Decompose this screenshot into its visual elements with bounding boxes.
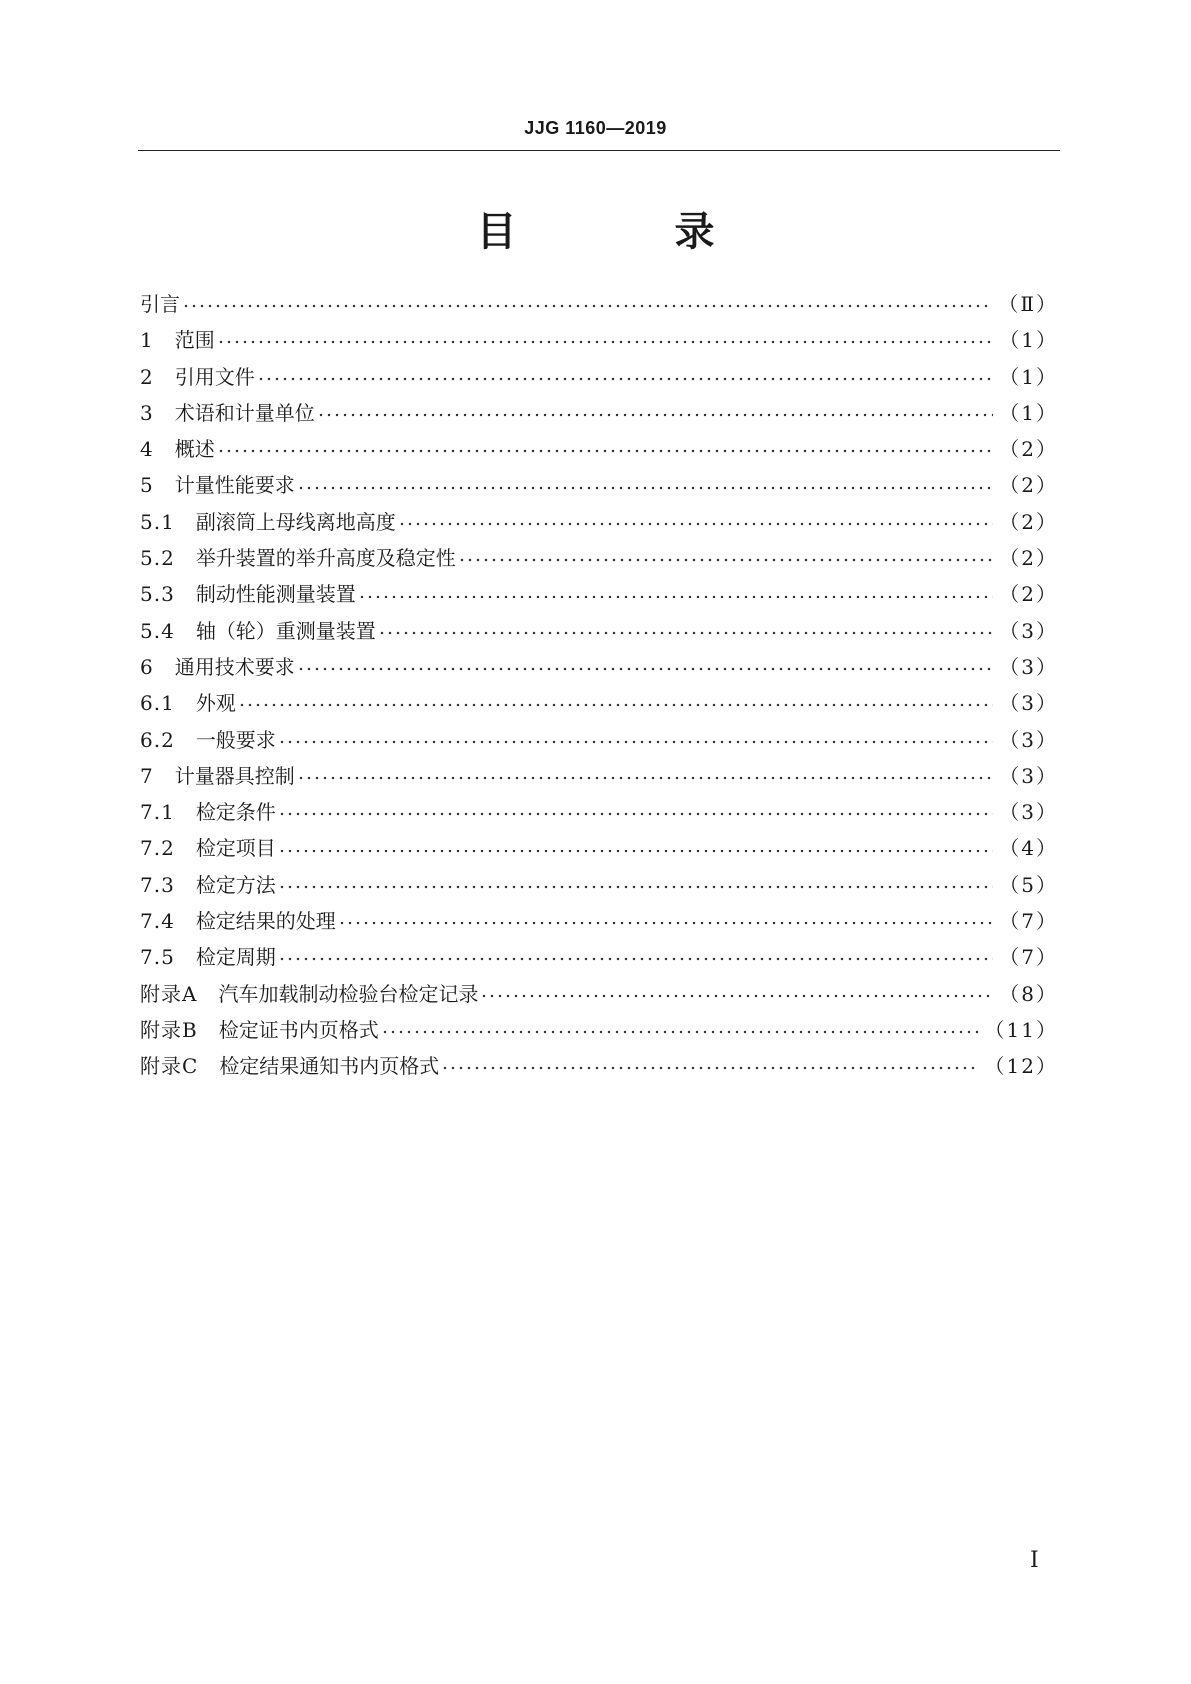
- toc-entry-number: 5.2: [140, 546, 196, 571]
- toc-entry-number: 7.3: [140, 872, 196, 897]
- dot-leader: [297, 666, 994, 672]
- table-of-contents: [140, 288, 1058, 1087]
- toc-entry-number: 7.4: [140, 909, 196, 934]
- toc-entry-label: 引言: [140, 292, 180, 316]
- toc-entry-number: 5.1: [140, 509, 196, 534]
- toc-entry-page: （1）: [999, 400, 1058, 425]
- toc-entry-label: 检定项目: [195, 836, 276, 861]
- toc-entry-label: 检定结果通知书内页格式: [219, 1054, 440, 1079]
- toc-entry-page: （3）: [999, 800, 1058, 825]
- toc-entry-page: （2）: [999, 582, 1058, 607]
- dot-leader: [378, 630, 993, 636]
- toc-entry[interactable]: [140, 288, 1058, 324]
- toc-entry-label: 外观: [195, 691, 236, 716]
- toc-entry-page: （2）: [999, 473, 1058, 498]
- toc-entry-page: （12）: [984, 1054, 1058, 1079]
- toc-entry-label: 一般要求: [195, 727, 276, 752]
- toc-entry-number: 7: [140, 763, 175, 788]
- toc-entry-page: （7）: [999, 945, 1058, 970]
- toc-entry-label: 计量性能要求: [174, 473, 295, 498]
- dot-leader: [297, 485, 994, 491]
- toc-entry-page: （4）: [999, 836, 1058, 861]
- dot-leader: [358, 594, 993, 600]
- toc-entry-label: 检定条件: [195, 800, 276, 825]
- toc-entry-number: 附录C: [140, 1054, 220, 1079]
- toc-entry-page: （1）: [999, 328, 1058, 353]
- toc-entry-page: （7）: [999, 909, 1058, 934]
- toc-entry[interactable]: [140, 397, 1058, 433]
- toc-entry[interactable]: [140, 941, 1058, 977]
- toc-entry-number: 2: [140, 364, 175, 389]
- toc-entry[interactable]: [140, 1050, 1058, 1086]
- dot-leader: [480, 993, 993, 999]
- dot-leader: [338, 920, 993, 926]
- toc-entry[interactable]: [140, 578, 1058, 614]
- toc-entry-number: 附录A: [140, 981, 219, 1006]
- toc-entry-page: （Ⅱ）: [998, 292, 1058, 316]
- toc-entry-label: 轴（轮）重测量装置: [195, 618, 376, 643]
- toc-entry-page: （11）: [984, 1017, 1058, 1042]
- toc-entry-page: （2）: [999, 509, 1058, 534]
- toc-entry-number: 5.3: [140, 582, 196, 607]
- toc-entry-number: 4: [140, 437, 175, 462]
- toc-entry-number: 附录B: [140, 1017, 219, 1042]
- dot-leader: [257, 376, 994, 382]
- dot-leader: [278, 884, 993, 890]
- toc-entry-number: 3: [140, 400, 175, 425]
- toc-entry-page: （2）: [999, 546, 1058, 571]
- toc-entry[interactable]: [140, 869, 1058, 905]
- toc-entry[interactable]: [140, 542, 1058, 578]
- toc-entry-label: 引用文件: [174, 364, 255, 389]
- toc-entry[interactable]: [140, 433, 1058, 469]
- toc-entry-number: 6: [140, 654, 175, 679]
- toc-entry-number: 5.4: [140, 618, 196, 643]
- dot-leader: [278, 956, 993, 962]
- toc-entry-label: 检定证书内页格式: [218, 1017, 379, 1042]
- toc-entry-label: 概述: [174, 437, 215, 462]
- header-rule: [138, 150, 1060, 151]
- dot-leader: [238, 702, 993, 708]
- toc-entry-number: 7.2: [140, 836, 196, 861]
- toc-entry[interactable]: [140, 978, 1058, 1014]
- toc-entry-number: 7.1: [140, 800, 196, 825]
- toc-entry-number: 5: [140, 473, 175, 498]
- toc-entry[interactable]: [140, 615, 1058, 651]
- toc-entry-label: 术语和计量单位: [174, 400, 315, 425]
- toc-entry-label: 检定方法: [195, 872, 276, 897]
- toc-entry[interactable]: [140, 651, 1058, 687]
- dot-leader: [217, 448, 994, 454]
- toc-entry-page: （3）: [999, 618, 1058, 643]
- toc-entry-label: 制动性能测量装置: [195, 582, 356, 607]
- toc-entry[interactable]: [140, 796, 1058, 832]
- toc-entry-label: 举升装置的举升高度及稳定性: [195, 546, 456, 571]
- toc-entry[interactable]: [140, 469, 1058, 505]
- toc-entry[interactable]: [140, 1014, 1058, 1050]
- dot-leader: [441, 1065, 978, 1071]
- toc-entry-label: 范围: [174, 328, 215, 353]
- toc-entry-label: 检定结果的处理: [195, 909, 336, 934]
- toc-entry[interactable]: [140, 361, 1058, 397]
- toc-entry-label: 副滚筒上母线离地高度: [195, 509, 396, 534]
- dot-leader: [297, 775, 994, 781]
- toc-entry-label: 通用技术要求: [174, 654, 295, 679]
- page-number: Ⅰ: [1030, 1548, 1039, 1573]
- toc-entry-number: 7.5: [140, 945, 196, 970]
- toc-entry-page: （3）: [999, 763, 1058, 788]
- toc-entry-page: （5）: [999, 872, 1058, 897]
- dot-leader: [278, 811, 993, 817]
- toc-entry-page: （3）: [999, 654, 1058, 679]
- toc-entry[interactable]: [140, 724, 1058, 760]
- toc-entry[interactable]: [140, 687, 1058, 723]
- dot-leader: [278, 848, 993, 854]
- toc-entry-page: （8）: [999, 981, 1058, 1006]
- document-code-header: JJG 1160—2019: [524, 118, 667, 138]
- dot-leader: [278, 739, 993, 745]
- dot-leader: [317, 412, 994, 418]
- toc-entry-label: 检定周期: [195, 945, 276, 970]
- dot-leader: [381, 1029, 979, 1035]
- toc-entry-label: 计量器具控制: [174, 763, 295, 788]
- toc-entry-number: 6.2: [140, 727, 196, 752]
- page-title: 目 录: [476, 209, 787, 255]
- dot-leader: [217, 339, 994, 345]
- toc-entry-label: 汽车加载制动检验台检定记录: [218, 981, 479, 1006]
- dot-leader: [458, 557, 993, 563]
- toc-entry-number: 6.1: [140, 691, 196, 716]
- toc-entry[interactable]: [140, 324, 1058, 360]
- toc-entry[interactable]: [140, 832, 1058, 868]
- toc-entry[interactable]: [140, 905, 1058, 941]
- toc-entry-page: （3）: [999, 727, 1058, 752]
- dot-leader: [182, 303, 992, 309]
- toc-entry-number: 1: [140, 328, 175, 353]
- toc-entry-page: （2）: [999, 437, 1058, 462]
- toc-entry[interactable]: [140, 760, 1058, 796]
- toc-entry-page: （1）: [999, 364, 1058, 389]
- toc-entry-page: （3）: [999, 691, 1058, 716]
- toc-entry[interactable]: [140, 506, 1058, 542]
- dot-leader: [398, 521, 993, 527]
